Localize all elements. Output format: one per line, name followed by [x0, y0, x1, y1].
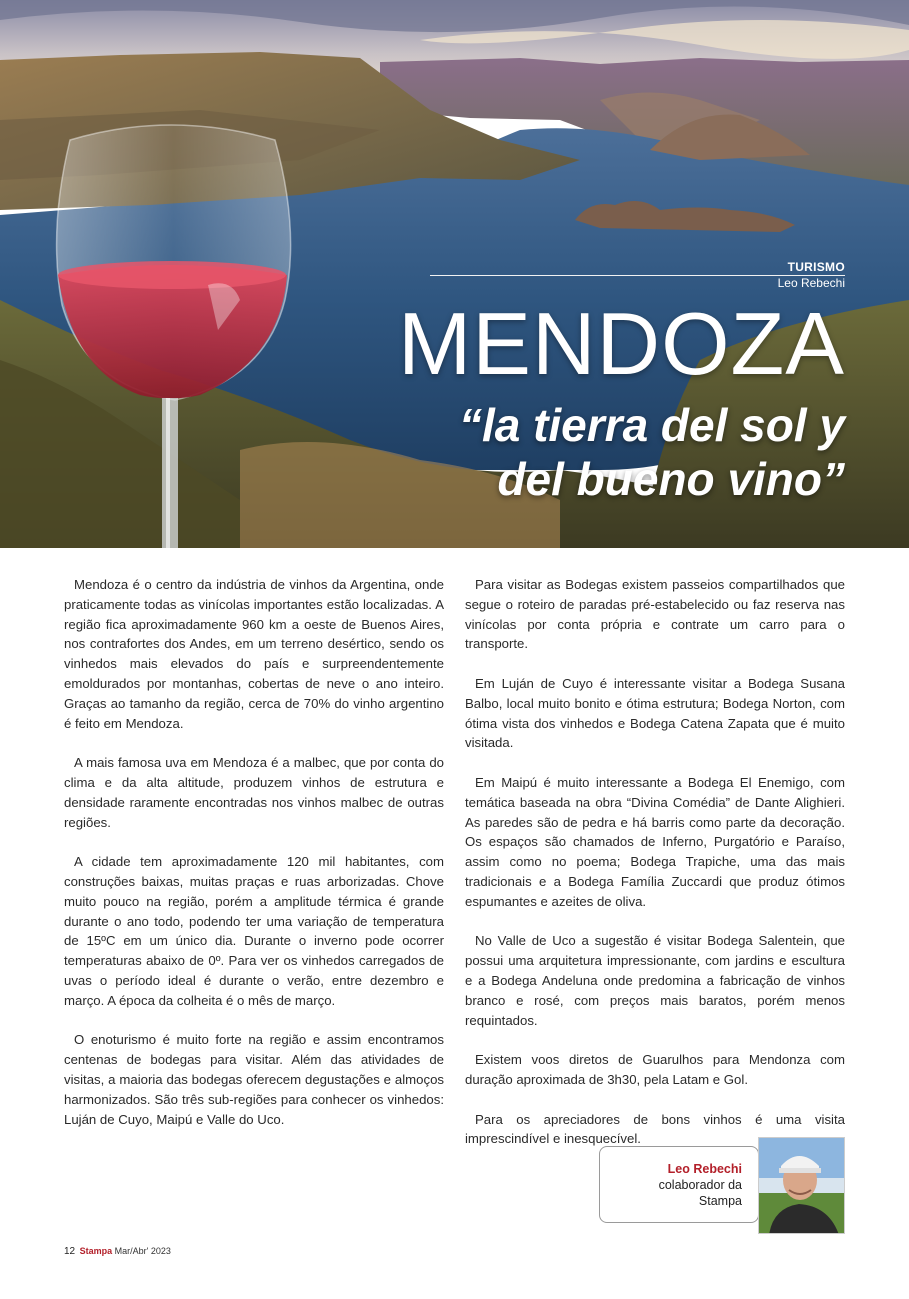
page-subtitle: “la tierra del sol y del bueno vino” [458, 399, 845, 505]
page-number: 12 [64, 1246, 76, 1257]
article-paragraph: Para os apreciadores de bons vinhos é uma visita imprescindível e inesquecível. [465, 1111, 845, 1147]
page-footer [64, 1246, 171, 1257]
section-author: Leo Rebechi [777, 276, 845, 290]
magazine-brand: Stampa [79, 1246, 113, 1256]
article-paragraph: Existem voos diretos de Guarulhos para Mendonza com duração aproximada de 3h30, pela Latam e Gol. [465, 1052, 845, 1087]
section-tag [778, 260, 845, 290]
article-column-left [64, 575, 444, 1149]
article-paragraph: No Valle de Uco a sugestão é visitar Bodega Salentein, que possui uma arquitetura impressionante, com jardins e escultura e a Bodega Andeluna onde predomina a fabricação de vinhos branco e rosé, com preços mais baratos, porém menos requintados. [465, 933, 845, 1028]
article-paragraph: Mendoza é o centro da indústria de vinhos da Argentina, onde praticamente todas as vinícolas importantes estão localizadas. A região fica aproximadamente 960 km a oeste de Buenos Aires, nos contrafortes dos Andes, em um terreno desértico, sendo os vinhedos mais elevados do país e surpreendentemente emoldurados por montanhas, cobertas de neve o ano inteiro. Graças ao tamanho da região, cerca de 70% do vinho argentino é feito em Mendoza. [64, 577, 444, 731]
page-title: MENDOZA [398, 294, 845, 393]
author-info [642, 1161, 742, 1209]
article-paragraph: Em Maipú é muito interessante a Bodega El Enemigo, com temática baseada na obra “Divina Comédia” de Dante Alighieri. As paredes são de pedra e há barris como parte da decoração. Os espaços são chamados de Inferno, Purgatório e Paraíso, assim como no poema; Bodega Trapiche, uma das mais tradicionais e a Bodega Família Zuccardi que produz ótimos espumantes e azeites de oliva. [465, 774, 845, 909]
issue-date: Mar/Abr' 2023 [114, 1246, 171, 1256]
article-paragraph: O enoturismo é muito forte na região e assim encontramos centenas de bodegas para visitar. Além das atividades de visitas, a maioria das bodegas oferecem degustações e almoços harmonizados. São três sub-regiões para conhecer os vinhedos: Luján de Cuyo, Maipú e Valle do Uco. [64, 1032, 444, 1127]
hero-banner [0, 0, 909, 548]
author-portrait-icon [759, 1138, 845, 1234]
article-paragraph: A mais famosa uva em Mendoza é a malbec, que por conta do clima e da alta altitude, produzem vinhos de estrutura e densidade raramente encontradas nos vinhos malbec de outras regiões. [64, 755, 444, 830]
author-name: Leo Rebechi [667, 1162, 742, 1176]
article-column-right [465, 575, 845, 1169]
section-label: TURISMO [787, 260, 845, 274]
author-photo [758, 1137, 845, 1234]
author-card [599, 1146, 759, 1223]
article-paragraph: Em Luján de Cuyo é interessante visitar a Bodega Susana Balbo, local muito bonito e ótima estrutura; Bodega Norton, com ótima vista dos vinhedos e Bodega Catena Zapata que é muito visitada. [465, 675, 845, 751]
article-paragraph: A cidade tem aproximadamente 120 mil habitantes, com construções baixas, muitas praças e ruas arborizadas. Chove muito pouco na região, porém a amplitude térmica é grande durante o ano todo, podendo ter uma variação de temperatura de 15ºC em um único dia. Durante o inverno pode ocorrer temperaturas abaixo de 0º. Para ver os vinhedos carregados de uvas o período ideal é durante o verão, entre dezembro e março. A época da colheita é o mês de março. [64, 854, 444, 1008]
author-role: colaborador da Stampa [658, 1178, 742, 1208]
article-paragraph: Para visitar as Bodegas existem passeios compartilhados que segue o roteiro de paradas pré-estabelecido ou faz reserva nas vinícolas por conta própria e contrate um carro para o transporte. [465, 577, 845, 652]
